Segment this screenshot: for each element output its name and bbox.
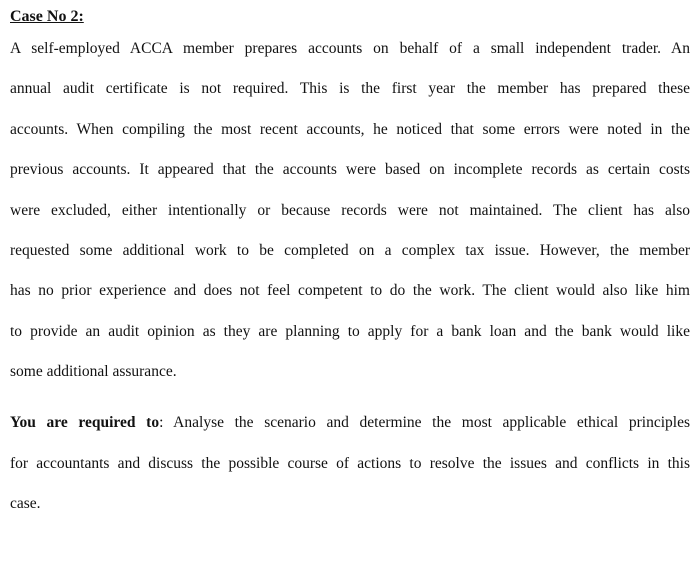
requirement-line: for accountants and discuss the possible course of actions to resolve the issues and conflicts in this	[10, 455, 690, 472]
scenario-line: previous accounts. It appeared that the accounts were based on incomplete records as certain costs	[10, 161, 690, 178]
scenario-line: requested some additional work to be completed on a complex tax issue. However, the member	[10, 242, 690, 259]
scenario-line: annual audit certificate is not required. This is the first year the member has prepared these	[10, 80, 690, 97]
scenario-line: A self-employed ACCA member prepares accounts on behalf of a small independent trader. An	[10, 40, 690, 57]
requirement-text: : Analyse the scenario and determine the most applicable ethical principles	[159, 414, 690, 431]
case-title: Case No 2:	[10, 8, 84, 25]
scenario-line: were excluded, either intentionally or because records were not maintained. The client has also	[10, 202, 690, 219]
scenario-line: to provide an audit opinion as they are planning to apply for a bank loan and the bank would like	[10, 323, 690, 340]
requirement-label: You are required to	[10, 414, 160, 431]
requirement-line	[10, 413, 690, 433]
scenario-line: has no prior experience and does not feel competent to do the work. The client would also like him	[10, 282, 690, 299]
scenario-line: some additional assurance.	[10, 363, 177, 380]
requirement-line: case.	[10, 495, 41, 512]
scenario-line: accounts. When compiling the most recent accounts, he noticed that some errors were noted in the	[10, 121, 690, 138]
